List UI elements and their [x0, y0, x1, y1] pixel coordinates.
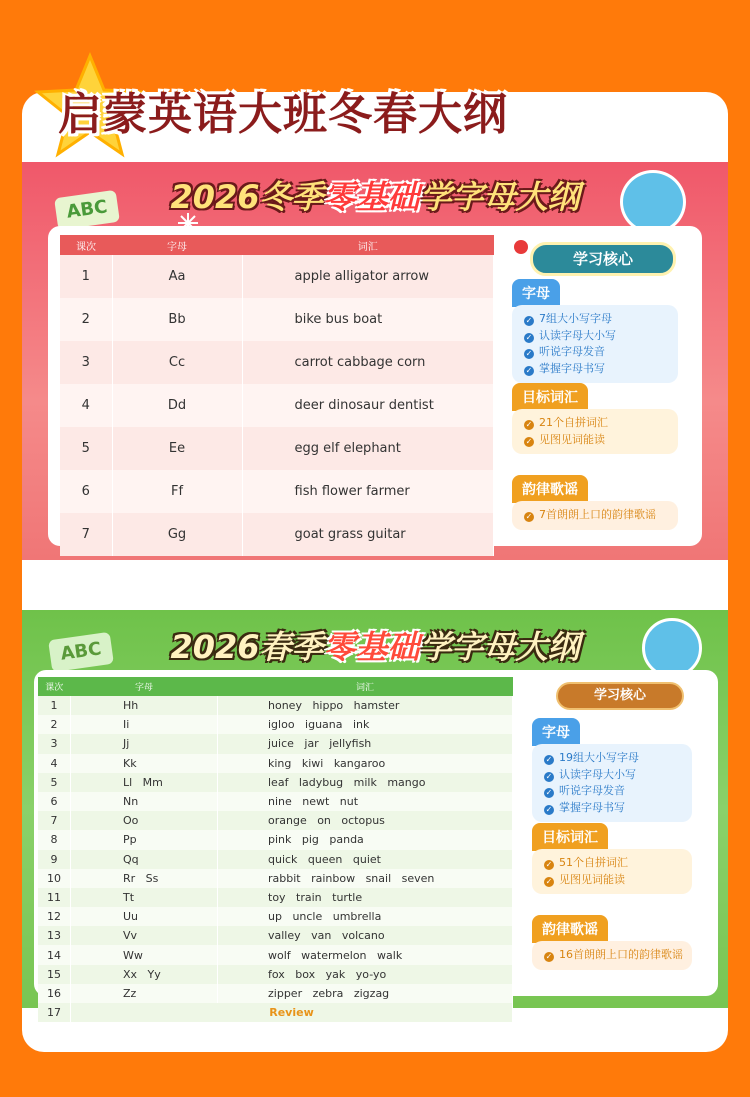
lesson-number: 12	[38, 907, 71, 926]
section-item-text: 51个自拼词汇	[559, 856, 628, 869]
check-icon: ✓	[525, 349, 533, 358]
vocab-cell: orange on octopus	[218, 811, 513, 830]
section-item	[524, 344, 668, 361]
letter-cell: Tt	[71, 888, 218, 907]
vocab-cell: nine newt nut	[218, 792, 513, 811]
spring-table	[38, 677, 513, 1022]
page-title: 启蒙英语大班冬春大纲	[58, 89, 508, 140]
section-item-text: 掌握字母书写	[539, 361, 605, 375]
vocab-cell: king kiwi kangaroo	[218, 754, 513, 773]
core-title: 学习核心	[556, 682, 684, 710]
check-icon: ✓	[525, 512, 533, 521]
vocab-cell: quick queen quiet	[218, 850, 513, 869]
check-icon: ✓	[545, 876, 553, 886]
letter-cell: Zz	[71, 984, 218, 1003]
lesson-number: 2	[60, 298, 112, 341]
lesson-number: 1	[38, 696, 71, 715]
section-item-text: 19组大小写字母	[559, 751, 639, 764]
lesson-number: 7	[60, 513, 112, 556]
section-item-text: 7组大小写字母	[539, 312, 612, 325]
check-icon: ✓	[525, 420, 533, 429]
letter-cell: Ee	[112, 427, 242, 470]
table-row	[60, 255, 494, 298]
check-icon: ✓	[545, 788, 553, 797]
section-item-text: 7首朗朗上口的韵律歌谣	[539, 508, 656, 521]
table-row	[38, 926, 513, 945]
vocab-cell: rabbit rainbow snail seven	[218, 869, 513, 888]
vocab-cell: deer dinosaur dentist	[242, 384, 494, 427]
mascot-icon	[620, 170, 686, 234]
lesson-number: 5	[60, 427, 112, 470]
vocab-cell: egg elf elephant	[242, 427, 494, 470]
vocab-cell: carrot cabbage corn	[242, 341, 494, 384]
lesson-number: 9	[38, 850, 71, 869]
table-row	[38, 696, 513, 715]
vocab-cell: juice jar jellyfish	[218, 734, 513, 753]
table-row	[60, 513, 494, 556]
section-item	[544, 872, 682, 889]
table-row	[38, 715, 513, 734]
vocab-cell: zipper zebra zigzag	[218, 984, 513, 1003]
lesson-number: 10	[38, 869, 71, 888]
lesson-number: 1	[60, 255, 112, 298]
col-header: 词汇	[218, 677, 513, 696]
section-item	[524, 432, 668, 449]
vocab-cell: igloo iguana ink	[218, 715, 513, 734]
section-item	[524, 507, 668, 524]
table-row	[60, 427, 494, 470]
section-item-text: 见图见词能读	[559, 872, 625, 886]
lesson-number: 4	[60, 384, 112, 427]
lesson-number: 3	[60, 341, 112, 384]
vocab-cell: toy train turtle	[218, 888, 513, 907]
letter-cell: Ll Mm	[71, 773, 218, 792]
letter-cell: Pp	[71, 830, 218, 849]
check-icon: ✓	[545, 952, 553, 961]
table-row	[38, 792, 513, 811]
col-header: 词汇	[242, 235, 494, 255]
vocab-cell: goat grass guitar	[242, 513, 494, 556]
section-item	[544, 783, 682, 800]
check-icon: ✓	[545, 771, 553, 781]
vocab-cell: bike bus boat	[242, 298, 494, 341]
letter-cell: Kk	[71, 754, 218, 773]
abc-blocks-icon: ABC	[54, 190, 120, 230]
vocab-cell: valley van volcano	[218, 926, 513, 945]
vocab-cell: leaf ladybug milk mango	[218, 773, 513, 792]
check-icon: ✓	[525, 332, 533, 342]
section-tag: 韵律歌谣	[532, 915, 608, 943]
section-item-text: 认读字母大小写	[539, 328, 616, 342]
table-row	[38, 811, 513, 830]
section-item	[544, 750, 682, 767]
section-tag: 目标词汇	[532, 823, 608, 851]
table-row	[38, 1003, 513, 1022]
section-item	[524, 361, 668, 378]
table-row	[38, 965, 513, 984]
vocab-cell: fish flower farmer	[242, 470, 494, 513]
letter-cell: Qq	[71, 850, 218, 869]
letter-cell: Gg	[112, 513, 242, 556]
table-row	[38, 945, 513, 964]
lesson-number: 2	[38, 715, 71, 734]
check-icon: ✓	[525, 316, 533, 325]
letter-cell: Vv	[71, 926, 218, 945]
letter-cell: Rr Ss	[71, 869, 218, 888]
section-item	[544, 800, 682, 817]
winter-panel	[22, 162, 728, 560]
table-row	[38, 830, 513, 849]
vocab-cell: honey hippo hamster	[218, 696, 513, 715]
table-row	[38, 850, 513, 869]
section-item	[544, 767, 682, 784]
section-item	[524, 415, 668, 432]
check-icon: ✓	[545, 755, 553, 764]
table-row	[38, 773, 513, 792]
check-icon: ✓	[545, 804, 553, 814]
lesson-number: 6	[38, 792, 71, 811]
section-items	[512, 409, 678, 454]
lesson-number: 6	[60, 470, 112, 513]
letter-cell: Dd	[112, 384, 242, 427]
vocab-cell: fox box yak yo-yo	[218, 965, 513, 984]
abc-blocks-icon: ABC	[48, 632, 114, 672]
spring-banner: 2026春季零基础学字母大纲	[170, 628, 580, 666]
lesson-number: 17	[38, 1003, 71, 1022]
review-cell: Review	[71, 1003, 513, 1022]
lesson-number: 5	[38, 773, 71, 792]
lesson-number: 8	[38, 830, 71, 849]
section-tag: 韵律歌谣	[512, 475, 588, 503]
winter-banner: 2026冬季零基础学字母大纲	[170, 178, 580, 216]
section-item	[524, 311, 668, 328]
table-row	[38, 907, 513, 926]
section-item	[544, 947, 682, 964]
check-icon: ✓	[525, 365, 533, 375]
table-row	[38, 869, 513, 888]
lesson-number: 4	[38, 754, 71, 773]
vocab-cell: up uncle umbrella	[218, 907, 513, 926]
pin-icon	[514, 240, 528, 254]
vocab-cell: pink pig panda	[218, 830, 513, 849]
lesson-number: 11	[38, 888, 71, 907]
section-items	[532, 849, 692, 894]
col-header: 课次	[60, 235, 112, 255]
lesson-number: 3	[38, 734, 71, 753]
letter-cell: Bb	[112, 298, 242, 341]
section-items	[532, 941, 692, 970]
section-item-text: 见图见词能读	[539, 432, 605, 446]
table-row	[60, 470, 494, 513]
letter-cell: Uu	[71, 907, 218, 926]
col-header: 字母	[112, 235, 242, 255]
section-item-text: 听说字母发音	[539, 345, 605, 358]
mascot-icon	[642, 618, 702, 678]
section-item-text: 21个自拼词汇	[539, 416, 608, 429]
vocab-cell: apple alligator arrow	[242, 255, 494, 298]
lesson-number: 15	[38, 965, 71, 984]
table-row	[60, 341, 494, 384]
table-row	[38, 734, 513, 753]
col-header: 字母	[71, 677, 218, 696]
section-tag: 目标词汇	[512, 383, 588, 411]
section-item-text: 认读字母大小写	[559, 767, 636, 781]
lesson-number: 7	[38, 811, 71, 830]
check-icon: ✓	[525, 436, 533, 446]
col-header: 课次	[38, 677, 71, 696]
letter-cell: Nn	[71, 792, 218, 811]
winter-table	[60, 235, 494, 556]
section-items	[512, 501, 678, 530]
core-title: 学习核心	[530, 242, 676, 276]
letter-cell: Ff	[112, 470, 242, 513]
section-tag: 字母	[512, 279, 560, 307]
lesson-number: 14	[38, 945, 71, 964]
section-item	[544, 855, 682, 872]
table-row	[38, 888, 513, 907]
section-item	[524, 328, 668, 345]
letter-cell: Cc	[112, 341, 242, 384]
table-row	[60, 298, 494, 341]
table-row	[60, 384, 494, 427]
lesson-number: 16	[38, 984, 71, 1003]
letter-cell: Ii	[71, 715, 218, 734]
spring-panel	[22, 610, 728, 1020]
lesson-number: 13	[38, 926, 71, 945]
vocab-cell: wolf watermelon walk	[218, 945, 513, 964]
section-item-text: 16首朗朗上口的韵律歌谣	[559, 948, 683, 961]
table-row	[38, 754, 513, 773]
letter-cell: Xx Yy	[71, 965, 218, 984]
section-item-text: 听说字母发音	[559, 784, 625, 797]
section-item-text: 掌握字母书写	[559, 800, 625, 814]
section-items	[532, 744, 692, 822]
section-tag: 字母	[532, 718, 580, 746]
letter-cell: Hh	[71, 696, 218, 715]
letter-cell: Oo	[71, 811, 218, 830]
letter-cell: Ww	[71, 945, 218, 964]
section-items	[512, 305, 678, 383]
check-icon: ✓	[545, 860, 553, 869]
letter-cell: Jj	[71, 734, 218, 753]
letter-cell: Aa	[112, 255, 242, 298]
table-row	[38, 984, 513, 1003]
